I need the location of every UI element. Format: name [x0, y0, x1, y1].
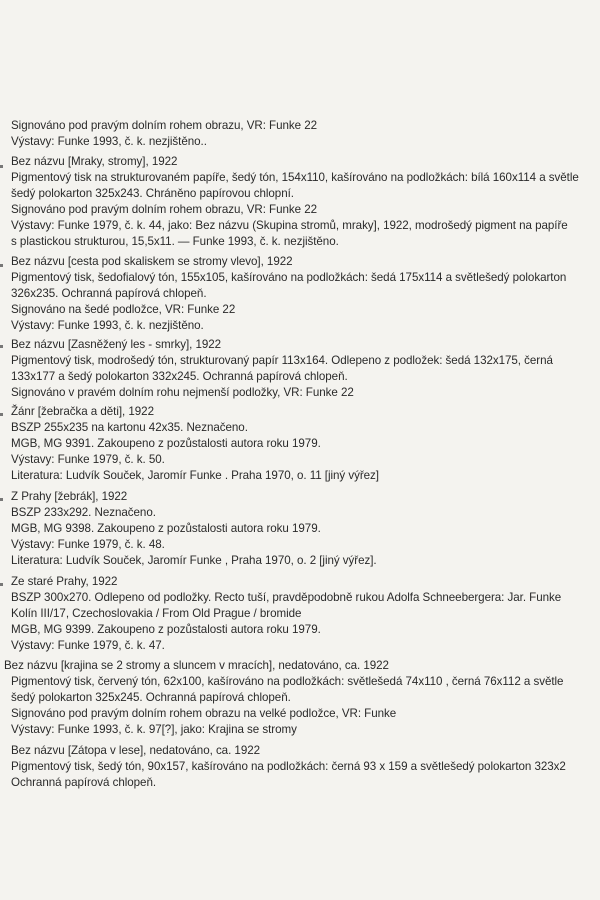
entry-line: BSZP 255x235 na kartonu 42x35. Neznačeno. — [11, 420, 248, 434]
margin-marker — [0, 264, 3, 267]
entry-title: Bez názvu [Zasněžený les - smrky], 1922 — [11, 338, 222, 351]
entry-line: Výstavy: Funke 1979, č. k. 48. — [11, 537, 165, 551]
entry-line: Pigmentový tisk, červený tón, 62x100, kašírováno na podložkách: světlešedá 74x110 , černá 76x112 a světle — [11, 674, 564, 688]
entry-title: Z Prahy [žebrák], 1922 — [11, 490, 128, 503]
entry-title: Bez názvu [Mraky, stromy], 1922 — [11, 155, 178, 168]
margin-marker — [0, 413, 3, 416]
entry-title: Bez názvu [cesta pod skaliskem se stromy vlevo], 1922 — [11, 255, 293, 268]
entry-line: Signováno v pravém dolním rohu nejmenší podložky, VR: Funke 22 — [11, 385, 354, 399]
entry-line: šedý polokarton 325x243. Chráněno papírovou chlopní. — [11, 186, 294, 200]
entry-line: BSZP 233x292. Neznačeno. — [11, 505, 156, 519]
entry-line: Výstavy: Funke 1993, č. k. 97[?], jako: Krajina se stromy — [11, 722, 297, 736]
catalog-entry — [11, 404, 600, 484]
margin-marker — [0, 345, 3, 348]
entry-line: Literatura: Ludvík Souček, Jaromír Funke . Praha 1970, o. 11 [jiný výřez] — [11, 468, 379, 482]
entry-line: Výstavy: Funke 1979, č. k. 47. — [11, 638, 165, 652]
entry-line: Signováno pod pravým dolním rohem obrazu, VR: Funke 22 — [11, 202, 317, 216]
catalog-entry — [11, 254, 600, 334]
entry-line: BSZP 300x270. Odlepeno od podložky. Recto tuší, pravděpodobně rukou Adolfa Schneebergera: Jar. Funke — [11, 590, 562, 604]
catalog-entry — [11, 337, 600, 401]
catalog-entry — [4, 658, 600, 738]
margin-marker — [0, 583, 3, 586]
entry-line: Pigmentový tisk, šedý tón, 90x157, kašírováno na podložkách: černá 93 x 159 a světlešedý polokarton 323x2 — [11, 759, 566, 773]
entry-line: Pigmentový tisk na strukturovaném papíře, šedý tón, 154x110, kašírováno na podložkách: bílá 160x114 a světle — [11, 170, 579, 184]
margin-marker — [0, 165, 3, 168]
entry-line: šedý polokarton 325x245. Ochranná papírová chlopeň. — [11, 690, 291, 704]
entry-line: MGB, MG 9398. Zakoupeno z pozůstalosti autora roku 1979. — [11, 521, 321, 535]
entry-line: 326x235. Ochranná papírová chlopeň. — [11, 286, 207, 300]
entry-line: Výstavy: Funke 1993, č. k. nezjištěno. — [11, 318, 204, 332]
entry-line: Signováno na šedé podložce, VR: Funke 22 — [11, 302, 236, 316]
catalog-entry — [11, 118, 600, 150]
catalog-entry — [11, 574, 600, 654]
entry-title: Bez názvu [Zátopa v lese], nedatováno, ca. 1922 — [11, 744, 261, 757]
catalog-entry — [11, 154, 600, 249]
entry-line: Pigmentový tisk, modrošedý tón, strukturovaný papír 113x164. Odlepeno z podložek: šedá 132x175, černá — [11, 353, 553, 367]
entry-line: Literatura: Ludvík Souček, Jaromír Funke , Praha 1970, o. 2 [jiný výřez]. — [11, 553, 377, 567]
entry-line: Kolín III/17, Czechoslovakia / From Old Prague / bromide — [11, 606, 302, 620]
margin-marker — [0, 498, 3, 501]
entry-line: s plastickou strukturou, 15,5x11. — Funke 1993, č. k. nezjištěno. — [11, 234, 339, 248]
entry-title: Ze staré Prahy, 1922 — [11, 575, 118, 588]
entry-title: Bez názvu [krajina se 2 stromy a sluncem v mracích], nedatováno, ca. 1922 — [4, 659, 389, 672]
entry-line: Ochranná papírová chlopeň. — [11, 775, 157, 789]
catalog-entry — [11, 743, 600, 791]
entry-line: 133x177 a šedý polokarton 332x245. Ochranná papírová chlopeň. — [11, 369, 348, 383]
entry-line: Výstavy: Funke 1993, č. k. nezjištěno.. — [11, 134, 207, 148]
catalog-entry — [11, 489, 600, 569]
entry-line: MGB, MG 9399. Zakoupeno z pozůstalosti autora roku 1979. — [11, 622, 321, 636]
entry-line: MGB, MG 9391. Zakoupeno z pozůstalosti autora roku 1979. — [11, 436, 321, 450]
entry-line: Signováno pod pravým dolním rohem obrazu, VR: Funke 22 — [11, 119, 317, 132]
entry-title: Žánr [žebračka a děti], 1922 — [11, 405, 154, 418]
entry-line: Výstavy: Funke 1979, č. k. 50. — [11, 452, 165, 466]
entry-line: Pigmentový tisk, šedofialový tón, 155x105, kašírováno na podložkách: šedá 175x114 a světlešedý polokarton — [11, 270, 567, 284]
entry-line: Výstavy: Funke 1979, č. k. 44, jako: Bez názvu (Skupina stromů, mraky], 1922, modrošedý pigment na papíře — [11, 218, 568, 232]
entry-line: Signováno pod pravým dolním rohem obrazu na velké podložce, VR: Funke — [11, 706, 397, 720]
